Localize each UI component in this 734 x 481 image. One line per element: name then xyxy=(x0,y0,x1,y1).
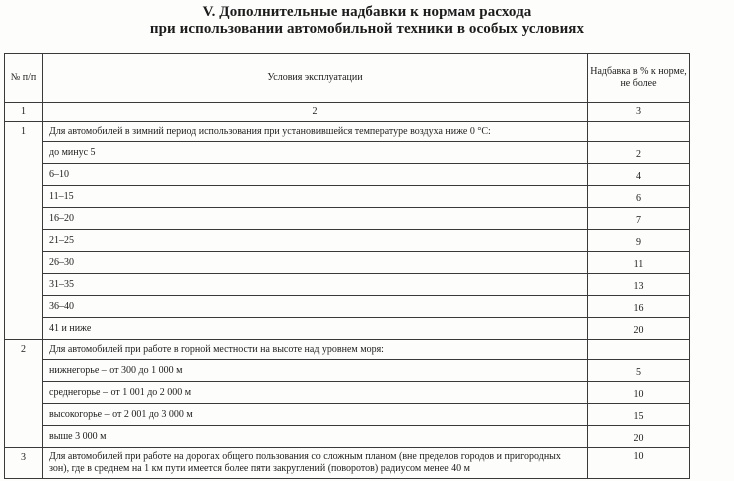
condition-label: 31–35 xyxy=(43,274,588,296)
surcharge-value: 6 xyxy=(588,186,690,208)
surcharge-value: 7 xyxy=(588,208,690,230)
table-row xyxy=(5,426,690,448)
section-number: 3 xyxy=(5,448,43,479)
surcharge-value: 10 xyxy=(588,382,690,404)
condition-label: 36–40 xyxy=(43,296,588,318)
condition-label: нижнегорье – от 300 до 1 000 м xyxy=(43,360,588,382)
table-row xyxy=(5,382,690,404)
table-row xyxy=(5,230,690,252)
surcharge-value: 2 xyxy=(588,142,690,164)
surcharge-table xyxy=(4,53,690,479)
table-row xyxy=(5,142,690,164)
surcharge-value: 4 xyxy=(588,164,690,186)
condition-label: 21–25 xyxy=(43,230,588,252)
index-row xyxy=(5,103,690,122)
table-row xyxy=(5,296,690,318)
section-title: Для автомобилей при работе на дорогах общего пользования со сложным планом (вне пределов городов и пригородных зон), где в среднем на 1 км пути имеется более пяти закруглений (поворотов) радиусом менее 40 м xyxy=(43,448,588,479)
table-row xyxy=(5,164,690,186)
condition-label: 16–20 xyxy=(43,208,588,230)
value-cell-empty xyxy=(588,122,690,142)
condition-label: до минус 5 xyxy=(43,142,588,164)
value-cell-empty xyxy=(588,340,690,360)
header-num: № п/п xyxy=(5,54,43,103)
condition-label: выше 3 000 м xyxy=(43,426,588,448)
surcharge-value: 9 xyxy=(588,230,690,252)
section-number: 2 xyxy=(5,340,43,448)
index-cell: 3 xyxy=(588,103,690,122)
table-row xyxy=(5,252,690,274)
condition-label: высокогорье – от 2 001 до 3 000 м xyxy=(43,404,588,426)
surcharge-value: 20 xyxy=(588,318,690,340)
index-cell: 2 xyxy=(43,103,588,122)
index-cell: 1 xyxy=(5,103,43,122)
condition-label: 26–30 xyxy=(43,252,588,274)
condition-label: 11–15 xyxy=(43,186,588,208)
title-line-2: при использовании автомобильной техники в особых условиях xyxy=(149,21,585,37)
table-row xyxy=(5,360,690,382)
section-title-row xyxy=(5,340,690,360)
condition-label: среднегорье – от 1 001 до 2 000 м xyxy=(43,382,588,404)
condition-label: 6–10 xyxy=(43,164,588,186)
surcharge-value: 11 xyxy=(588,252,690,274)
table-row xyxy=(5,186,690,208)
header-surcharge: Надбавка в % к норме, не более xyxy=(588,54,690,103)
document-title xyxy=(0,0,734,38)
surcharge-value: 10 xyxy=(588,448,690,479)
title-line-1: V. Дополнительные надбавки к нормам расхода xyxy=(202,4,532,20)
header-conditions: Условия эксплуатации xyxy=(43,54,588,103)
table-row xyxy=(5,404,690,426)
table-row xyxy=(5,318,690,340)
surcharge-value: 13 xyxy=(588,274,690,296)
section-title-row xyxy=(5,448,690,479)
section-title: Для автомобилей в зимний период использования при установившейся температуре воздуха ниже 0 °С: xyxy=(43,122,588,142)
section-title-row xyxy=(5,122,690,142)
section-title: Для автомобилей при работе в горной местности на высоте над уровнем моря: xyxy=(43,340,588,360)
surcharge-value: 5 xyxy=(588,360,690,382)
table-row xyxy=(5,208,690,230)
surcharge-value: 15 xyxy=(588,404,690,426)
condition-label: 41 и ниже xyxy=(43,318,588,340)
surcharge-value: 20 xyxy=(588,426,690,448)
header-row xyxy=(5,54,690,103)
surcharge-value: 16 xyxy=(588,296,690,318)
section-number: 1 xyxy=(5,122,43,340)
table-row xyxy=(5,274,690,296)
